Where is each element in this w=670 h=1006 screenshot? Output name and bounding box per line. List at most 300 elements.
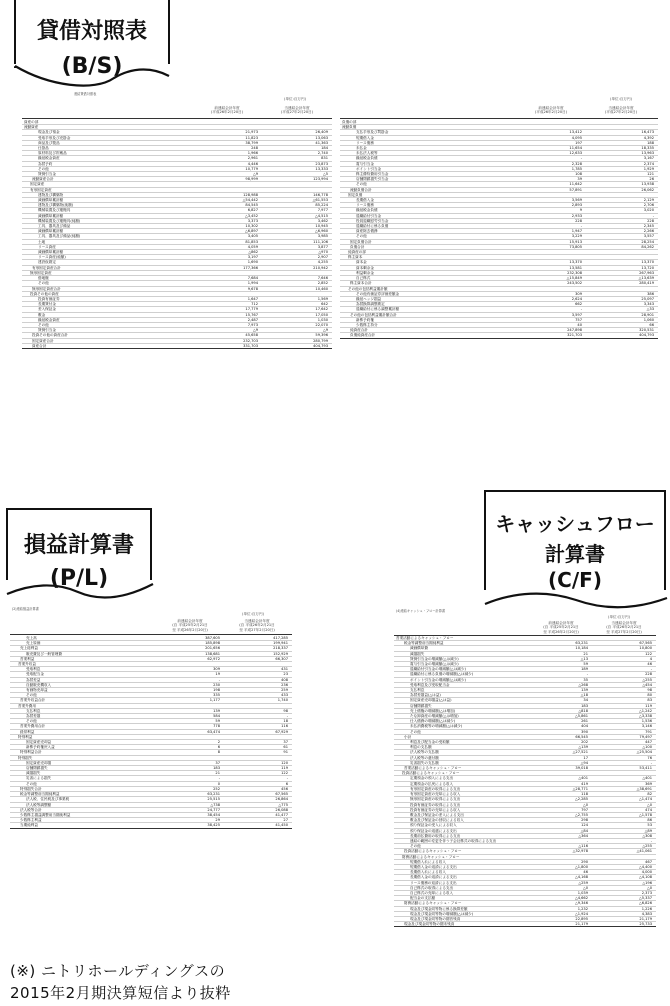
- prev-year-value: 712: [192, 302, 262, 307]
- curr-year-value: △61,553: [262, 198, 332, 203]
- curr-year-value: 25,097: [586, 296, 658, 301]
- row-label: 法人税、住民税及び事業税: [10, 797, 158, 802]
- row-label: 負債合計: [340, 244, 516, 249]
- curr-year-value: 25,733: [592, 922, 656, 927]
- row-label: その他有価証券評価差額金: [340, 291, 516, 296]
- curr-year-value: -: [592, 667, 656, 672]
- row-label: 新株予約権: [340, 317, 516, 322]
- prev-year-value: △5,861: [530, 714, 592, 719]
- curr-year-value: 6: [224, 781, 292, 786]
- curr-year-value: 467: [592, 859, 656, 864]
- curr-year-value: 2,706: [586, 203, 658, 208]
- prev-year-value: 9,678: [192, 286, 262, 291]
- prev-year-value: 2,933: [516, 213, 586, 218]
- curr-year-value: 98: [592, 688, 656, 693]
- prev-year-value: 59: [158, 719, 224, 724]
- curr-year-value: 431: [224, 667, 292, 672]
- prev-year-value: 13,412: [516, 130, 586, 135]
- prev-year-value: 3,197: [192, 255, 262, 260]
- row-label: 特別損失合計: [10, 786, 158, 791]
- curr-year-value: 120: [224, 760, 292, 765]
- row-label: 資産の部: [22, 120, 192, 125]
- row-label: 工具、器具及び備品(純額): [22, 234, 192, 239]
- curr-year-value: 188: [586, 140, 658, 145]
- bs-label-sub: (B/S): [61, 54, 123, 79]
- prev-year-value: △9: [192, 172, 262, 177]
- prev-year-value: 139: [530, 688, 592, 693]
- curr-year-value: 122: [592, 651, 656, 656]
- curr-year-value: 456: [224, 786, 292, 791]
- curr-year-value: 267,963: [586, 270, 658, 275]
- curr-year-value: 67,565: [224, 792, 292, 797]
- row-label: 現金及び現金同等物の期首残高: [394, 916, 530, 921]
- prev-year-value: 0: [158, 781, 224, 786]
- bs-label-title: 貸借対照表: [36, 19, 147, 44]
- prev-year-value: 331,703: [192, 343, 262, 348]
- prev-year-value: 778: [158, 724, 224, 729]
- row-label: 純資産合計: [340, 328, 516, 333]
- prev-year-value: △862: [192, 250, 262, 255]
- bs-doc-title: 連結貸借対照表: [74, 92, 97, 96]
- curr-year-value: 1,740: [224, 698, 292, 703]
- row-label: 為替差損: [10, 714, 158, 719]
- row-label: その他: [394, 844, 530, 849]
- curr-year-value: 17,642: [262, 307, 332, 312]
- curr-year-value: △255: [592, 677, 656, 682]
- prev-year-value: △28,771: [530, 786, 592, 791]
- prev-year-value: 1,232: [530, 906, 592, 911]
- row-label: 配当金の支払額: [394, 896, 530, 901]
- row-label: その他: [10, 719, 158, 724]
- prev-year-value: 185,898: [158, 641, 224, 646]
- prev-year-value: 10,302: [192, 224, 262, 229]
- table-row: [22, 343, 332, 348]
- prev-year-value: 108: [516, 172, 586, 177]
- curr-year-value: 236: [224, 682, 292, 687]
- prev-year-value: 1,039: [530, 890, 592, 895]
- curr-year-value: 13,333: [262, 166, 332, 171]
- prev-year-value: 3,405: [192, 234, 262, 239]
- prev-year-value: 63,474: [158, 729, 224, 734]
- curr-year-value: 2,907: [262, 255, 332, 260]
- prev-year-value: 11,642: [516, 182, 586, 187]
- curr-year-value: 59,396: [262, 333, 332, 338]
- row-label: 特別損失: [10, 755, 158, 760]
- row-label: 定期預金の預入による支出: [394, 776, 530, 781]
- prev-year-value: 11,654: [516, 146, 586, 151]
- prev-year-value: 29: [158, 818, 224, 823]
- curr-year-value: 320,531: [586, 328, 658, 333]
- prev-year-value: △1,800: [530, 864, 592, 869]
- row-label: 利益剰余金: [340, 270, 516, 275]
- curr-year-value: 18,335: [586, 146, 658, 151]
- curr-year-value: 22,070: [262, 322, 332, 327]
- prev-year-value: 290: [530, 859, 592, 864]
- prev-year-value: 17: [530, 755, 592, 760]
- row-label: 長期借入れによる収入: [394, 870, 530, 875]
- curr-year-value: △5: [262, 172, 332, 177]
- pl-rule-top: [10, 634, 292, 635]
- curr-year-value: 98: [224, 708, 292, 713]
- prev-year-value: 2,487: [192, 317, 262, 322]
- row-label: 受取利息及び受取配当金: [394, 682, 530, 687]
- prev-year-value: △3,452: [192, 213, 262, 218]
- row-label: 繰延ヘッジ損益: [340, 296, 516, 301]
- row-label: 流動資産合計: [22, 177, 192, 182]
- row-label: 株主資本合計: [340, 281, 516, 286]
- curr-year-value: 218,337: [224, 646, 292, 651]
- curr-year-value: 4,392: [586, 135, 658, 140]
- curr-year-value: 10,800: [592, 646, 656, 651]
- row-label: その他の包括利益累計額合計: [340, 312, 516, 317]
- prev-year-value: 45,658: [192, 333, 262, 338]
- row-label: 未払法人税等: [340, 151, 516, 156]
- row-label: その他: [10, 693, 158, 698]
- row-label: 固定資産合計: [22, 338, 192, 343]
- curr-year-value: 4: [592, 656, 656, 661]
- prev-year-value: △15,849: [516, 276, 586, 281]
- prev-year-value: △2,285: [530, 797, 592, 802]
- curr-year-value: 2,266: [586, 229, 658, 234]
- curr-year-value: 76: [592, 755, 656, 760]
- prev-year-value: 21: [530, 651, 592, 656]
- prev-year-value: 34: [530, 698, 592, 703]
- curr-year-value: 447: [592, 740, 656, 745]
- row-label: 負債純資産合計: [340, 333, 516, 338]
- row-label: 固定資産売却益: [10, 740, 158, 745]
- row-label: 有形固定資産合計: [22, 265, 192, 270]
- table-row: [10, 823, 292, 828]
- row-label: その他: [340, 234, 516, 239]
- bs-label-banner: [14, 0, 170, 79]
- prev-year-value: 230: [158, 682, 224, 687]
- curr-year-value: 84,262: [586, 244, 658, 249]
- curr-year-value: 13,063: [262, 135, 332, 140]
- prev-year-value: 13,581: [516, 265, 586, 270]
- row-label: その他: [22, 281, 192, 286]
- curr-year-value: 17,050: [262, 312, 332, 317]
- prev-year-value: 183: [530, 703, 592, 708]
- prev-year-value: -: [516, 307, 586, 312]
- curr-year-value: 13,963: [586, 151, 658, 156]
- row-label: 減価償却累計額: [22, 213, 192, 218]
- row-label: 固定資産売却損: [10, 760, 158, 765]
- prev-year-value: 1,994: [192, 281, 262, 286]
- prev-year-value: 183: [158, 766, 224, 771]
- prev-year-value: 3,569: [516, 198, 586, 203]
- row-label: 営業利益: [10, 656, 158, 661]
- row-label: 営業活動によるキャッシュ・フロー: [394, 766, 530, 771]
- row-label: 減損損失: [10, 771, 158, 776]
- row-label: リース債務の返済による支出: [394, 880, 530, 885]
- row-label: 有価物売却益: [10, 688, 158, 693]
- row-label: 投資有価証券の売却による収入: [394, 807, 530, 812]
- curr-year-value: 474: [592, 807, 656, 812]
- row-label: 無形固定資産合計: [22, 286, 192, 291]
- row-label: 経常利益: [10, 729, 158, 734]
- row-label: 建物及び構築物(純額): [22, 203, 192, 208]
- row-label: 株主優待費用引当金: [340, 172, 516, 177]
- prev-year-value: 9: [516, 208, 586, 213]
- curr-year-value: 280,799: [262, 338, 332, 343]
- prev-year-value: △32,978: [530, 849, 592, 854]
- curr-year-value: 3,343: [586, 302, 658, 307]
- curr-year-value: 386: [586, 291, 658, 296]
- curr-year-value: △196: [592, 880, 656, 885]
- row-label: 営業外収益: [10, 662, 158, 667]
- row-label: 負債の部: [340, 120, 516, 125]
- row-label: その他: [22, 166, 192, 171]
- table-row: [394, 922, 656, 927]
- prev-year-value: 757: [516, 317, 586, 322]
- cf-doc-title: (4)連結キャッシュ・フロー計算書: [396, 609, 446, 613]
- prev-year-value: 2: [158, 740, 224, 745]
- curr-year-value: 26,088: [224, 807, 292, 812]
- curr-year-value: 152,929: [224, 651, 292, 656]
- curr-year-value: △38,691: [592, 786, 656, 791]
- curr-year-value: 10,460: [262, 286, 332, 291]
- curr-year-value: 26,409: [262, 130, 332, 135]
- prev-year-value: 37: [158, 760, 224, 765]
- prev-year-value: 261: [530, 719, 592, 724]
- prev-year-value: -: [530, 672, 592, 677]
- row-label: 建設仮勘定: [22, 260, 192, 265]
- bs-unit: (単位:百万円): [284, 97, 306, 101]
- row-label: 無形固定資産の取得による支出: [394, 797, 530, 802]
- row-label: 退職給付に係る負債: [340, 224, 516, 229]
- prev-year-value: 387,605: [158, 636, 224, 641]
- prev-year-value: 57,891: [516, 187, 586, 192]
- curr-year-value: △4,108: [592, 875, 656, 880]
- pl-table: [10, 636, 292, 829]
- curr-year-value: 404,793: [262, 343, 332, 348]
- curr-year-value: 4,383: [592, 911, 656, 916]
- row-label: 貸倒引当金の増減額(△は減少): [394, 656, 530, 661]
- curr-year-value: △970: [262, 250, 332, 255]
- prev-year-value: 24,777: [158, 807, 224, 812]
- curr-year-value: △1,242: [592, 708, 656, 713]
- prev-year-value: 298: [530, 818, 592, 823]
- prev-year-value: 3,229: [516, 234, 586, 239]
- prev-year-value: 21: [158, 771, 224, 776]
- prev-year-value: 59: [530, 662, 592, 667]
- prev-year-value: -: [516, 224, 586, 229]
- curr-year-value: 123,994: [262, 177, 332, 182]
- prev-year-value: 797: [530, 807, 592, 812]
- prev-year-value: 247,898: [516, 328, 586, 333]
- prev-year-value: 419: [530, 781, 592, 786]
- row-label: 減価償却累計額: [22, 229, 192, 234]
- curr-year-value: 1,929: [586, 166, 658, 171]
- curr-year-value: 116: [224, 724, 292, 729]
- curr-year-value: 13,720: [586, 265, 658, 270]
- prev-year-value: 232,308: [516, 270, 586, 275]
- row-label: その他: [22, 322, 192, 327]
- curr-year-value: 28,901: [586, 312, 658, 317]
- prev-year-value: △401: [530, 776, 592, 781]
- row-label: 固定負債: [340, 192, 516, 197]
- prev-year-value: 66,545: [530, 734, 592, 739]
- prev-year-value: 84,545: [192, 203, 262, 208]
- curr-year-value: 210,942: [262, 265, 332, 270]
- row-label: 仕掛品: [22, 146, 192, 151]
- pl-label-sub: (P/L): [49, 566, 109, 591]
- bs-col-curr: 当連結会計年度 (平成27年2月20日): [280, 106, 314, 115]
- row-label: 為替差益: [10, 677, 158, 682]
- row-label: 自己株式: [340, 276, 516, 281]
- prev-year-value: 198: [158, 688, 224, 693]
- curr-year-value: 199,941: [224, 641, 292, 646]
- row-label: 支払利息: [394, 688, 530, 693]
- curr-year-value: 791: [592, 729, 656, 734]
- curr-year-value: 41,477: [224, 812, 292, 817]
- curr-year-value: 4,000: [592, 870, 656, 875]
- row-label: 退職給付に係る調整累計額: [340, 307, 516, 312]
- prev-year-value: 189: [530, 667, 592, 672]
- pl-unit: (単位:百万円): [242, 612, 264, 616]
- row-label: 少数株主持分: [340, 322, 516, 327]
- prev-year-value: 7,973: [192, 322, 262, 327]
- curr-year-value: 119: [592, 703, 656, 708]
- row-label: 有形固定資産の売却による収入: [394, 792, 530, 797]
- row-label: 工具、器具及び備品: [22, 224, 192, 229]
- prev-year-value: △18: [530, 693, 592, 698]
- curr-year-value: 26: [586, 177, 658, 182]
- curr-year-value: 2,129: [586, 198, 658, 203]
- prev-year-value: 98,999: [192, 177, 262, 182]
- prev-year-value: 11,823: [192, 135, 262, 140]
- prev-year-value: △818: [530, 708, 592, 713]
- prev-year-value: 38,425: [158, 823, 224, 828]
- row-label: 退職給付引当金の増減額(△は減少): [394, 667, 530, 672]
- prev-year-value: 38,799: [192, 140, 262, 145]
- prev-year-value: 309: [158, 667, 224, 672]
- curr-year-value: △9: [262, 328, 332, 333]
- prev-year-value: 3,597: [516, 312, 586, 317]
- row-label: 受取利息: [10, 667, 158, 672]
- prev-year-value: 4,059: [192, 244, 262, 249]
- bs-right-rule-top: [340, 118, 658, 119]
- row-label: 流動資産: [22, 125, 192, 130]
- prev-year-value: △6,897: [192, 229, 262, 234]
- prev-year-value: 2,328: [516, 161, 586, 166]
- curr-year-value: 28,254: [586, 239, 658, 244]
- row-label: 流動負債: [340, 125, 516, 130]
- curr-year-value: 13,370: [586, 260, 658, 265]
- cf-col-prev: 前連結会計年度 (自 平成25年2月21日 至 平成26年2月20日): [543, 621, 579, 634]
- pl-col-curr: 当連結会計年度 (自 平成26年2月21日 至 平成27年2月20日): [239, 619, 275, 632]
- curr-year-value: △4,400: [592, 864, 656, 869]
- row-label: その他: [394, 729, 530, 734]
- curr-year-value: 3,877: [262, 244, 332, 249]
- curr-year-value: 67,565: [592, 641, 656, 646]
- row-label: 為替差損益(△は益): [394, 693, 530, 698]
- curr-year-value: 111,106: [262, 239, 332, 244]
- prev-year-value: 128,988: [192, 192, 262, 197]
- row-label: 新株予約権戻入益: [10, 745, 158, 750]
- prev-year-value: 73,805: [516, 244, 586, 249]
- curr-year-value: 2,740: [262, 151, 332, 156]
- prev-year-value: 1,177: [158, 698, 224, 703]
- curr-year-value: 83: [592, 698, 656, 703]
- row-label: 店舗閉鎖損失: [394, 703, 530, 708]
- curr-year-value: 122: [224, 771, 292, 776]
- prev-year-value: -: [516, 156, 586, 161]
- curr-year-value: 2,852: [262, 281, 332, 286]
- curr-year-value: 16,473: [586, 130, 658, 135]
- row-label: 商品及び製品: [22, 140, 192, 145]
- curr-year-value: 3,985: [262, 234, 332, 239]
- row-label: ポイント引当金: [340, 166, 516, 171]
- row-label: 災害損失の支払額: [394, 760, 530, 765]
- row-label: 仕入債務の増減額(△は減少): [394, 719, 530, 724]
- prev-year-value: 17,779: [192, 307, 262, 312]
- bs-liabilities-table: [340, 120, 658, 339]
- row-label: 為替予約: [22, 161, 192, 166]
- row-label: 固定資産: [22, 182, 192, 187]
- row-label: 減損損失: [394, 651, 530, 656]
- pl-col-prev: 前連結会計年度 (自 平成25年2月21日 至 平成26年2月20日): [172, 619, 208, 632]
- prev-year-value: 1,947: [516, 229, 586, 234]
- prev-year-value: 248: [192, 146, 262, 151]
- row-label: 短期借入金の返済による支出: [394, 864, 530, 869]
- cf-label-mid: 計算書: [545, 542, 605, 566]
- curr-year-value: △6,960: [262, 229, 332, 234]
- prev-year-value: △4,662: [530, 896, 592, 901]
- curr-year-value: -: [224, 714, 292, 719]
- row-label: 賞与引当金: [340, 161, 516, 166]
- prev-year-value: 202: [530, 740, 592, 745]
- row-label: 借地権: [22, 276, 192, 281]
- curr-year-value: 67,929: [224, 729, 292, 734]
- row-label: 繰延税金資産: [22, 317, 192, 322]
- row-label: リース資産(純額): [22, 255, 192, 260]
- row-label: 賞与引当金の増減額(△は減少): [394, 662, 530, 667]
- row-label: 特別利益合計: [10, 750, 158, 755]
- row-label: 投資活動によるキャッシュ・フロー: [394, 849, 530, 854]
- prev-year-value: 252: [158, 786, 224, 791]
- prev-year-value: 46: [530, 870, 592, 875]
- row-label: 預り保証金の返還による支出: [394, 828, 530, 833]
- prev-year-value: 8: [158, 750, 224, 755]
- row-label: 敷金及び保証金の差入による支出: [394, 812, 530, 817]
- curr-year-value: △4,515: [262, 213, 332, 218]
- row-label: 自動販売機収入: [10, 682, 158, 687]
- prev-year-value: 201,656: [158, 646, 224, 651]
- row-label: 敷金及び保証金の回収による収入: [394, 818, 530, 823]
- row-label: 投資有価証券の取得による支出: [394, 802, 530, 807]
- curr-year-value: △1,578: [592, 812, 656, 817]
- curr-year-value: △89: [592, 828, 656, 833]
- row-label: 退職給付に係る負債の増減額(△は減少): [394, 672, 530, 677]
- curr-year-value: △3,338: [592, 714, 656, 719]
- curr-year-value: 228: [592, 672, 656, 677]
- row-label: 長期前払費用の取得による支出: [394, 833, 530, 838]
- row-label: 店舗閉鎖損失: [10, 766, 158, 771]
- curr-year-value: 91: [224, 750, 292, 755]
- pl-label-title: 損益計算書: [23, 533, 134, 558]
- prev-year-value: 38,454: [158, 812, 224, 817]
- prev-year-value: △1,924: [530, 911, 592, 916]
- row-label: 自己株式の取得による支出: [394, 885, 530, 890]
- prev-year-value: 6: [158, 745, 224, 750]
- prev-year-value: 309: [516, 291, 586, 296]
- prev-year-value: △2,755: [530, 812, 592, 817]
- pl-doc-title: (2)連結損益計算書: [12, 607, 39, 611]
- row-label: 売上高: [10, 636, 158, 641]
- row-label: 土地: [22, 239, 192, 244]
- row-label: 投資活動によるキャッシュ・フロー: [394, 771, 530, 776]
